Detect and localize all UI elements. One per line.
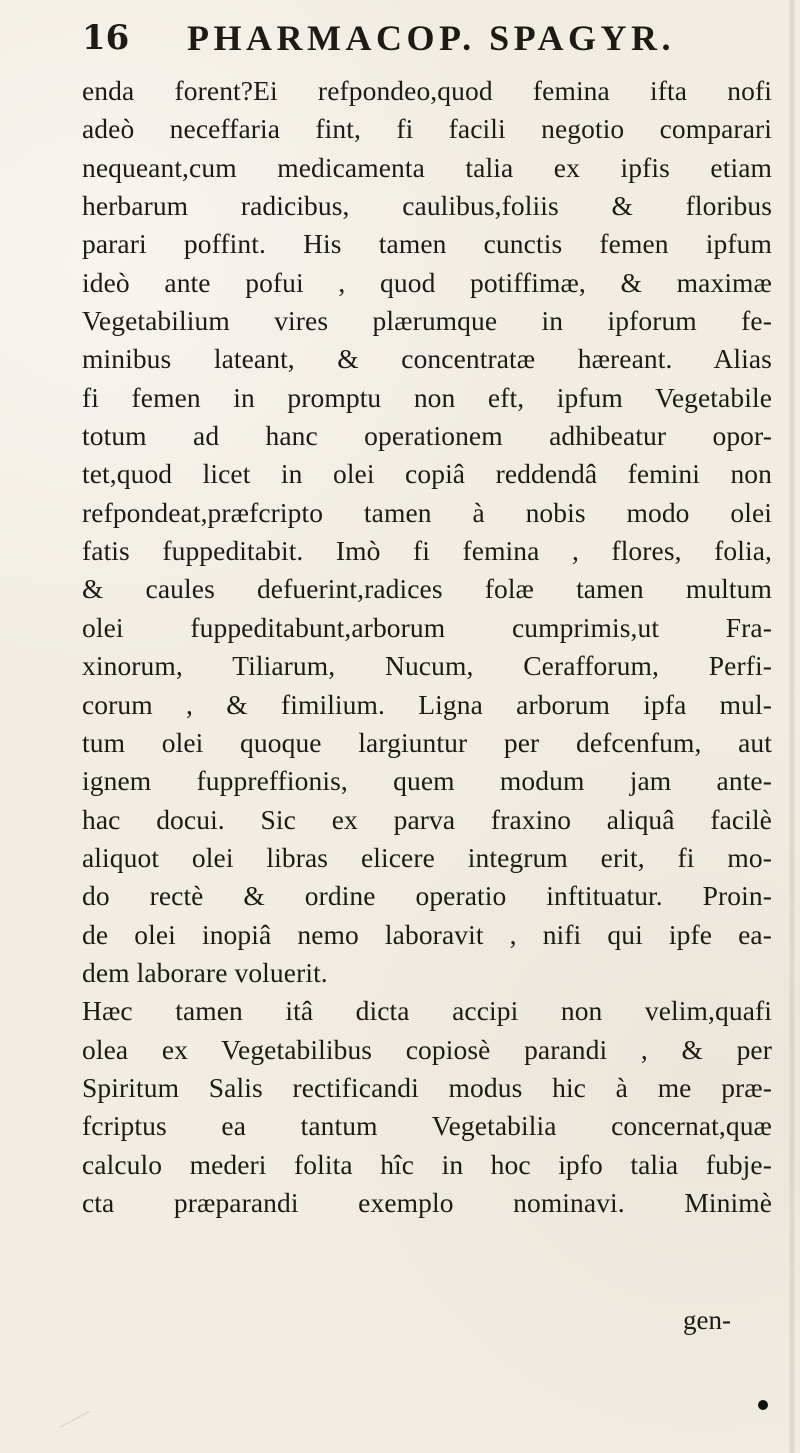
text-line: nequeant,cum medicamenta talia ex ipfis etiam	[82, 151, 772, 183]
text-line: do rectè & ordine operatio inftituatur. Proin-	[82, 880, 772, 912]
paragraph-end-line: dem laborare voluerit.	[82, 956, 328, 988]
text-line: herbarum radicibus, caulibus,foliis & floribus	[82, 190, 772, 222]
running-head: PHARMACOP. SPAGYR.	[187, 18, 675, 58]
page-number: 16	[82, 18, 130, 58]
text-line: Vegetabilium vires plærumque in ipforum fe-	[82, 305, 772, 337]
text-line: adeò neceffaria fint, fi facili negotio comparari	[82, 113, 772, 145]
text-line: enda forent?Ei refpondeo,quod femina ifta nofi	[82, 75, 772, 106]
page-edge-shadow	[788, 0, 796, 1453]
paper-mark	[60, 1411, 102, 1449]
catchword: gen-	[683, 1305, 731, 1335]
text-line: totum ad hanc operationem adhibeatur opor-	[82, 420, 772, 452]
text-line: fi femen in promptu non eft, ipfum Vegetabile	[82, 381, 772, 413]
text-line: tet,quod licet in olei copiâ reddendâ femini non	[82, 458, 772, 490]
text-line: Spiritum Salis rectificandi modus hic à me præ-	[82, 1071, 772, 1103]
text-line: Hæc tamen itâ dicta accipi non velim,quafi	[82, 995, 772, 1027]
text-line: tum olei quoque largiuntur per defcenfum, aut	[82, 726, 772, 758]
page-header	[82, 18, 772, 66]
text-line: xinorum, Tiliarum, Nucum, Cerafforum, Perfi-	[82, 650, 772, 682]
text-line: cta præparandi exemplo nominavi. Minimè	[82, 1186, 772, 1218]
text-line: minibus lateant, & concentratæ hæreant. Alias	[82, 343, 772, 375]
text-line: fcriptus ea tantum Vegetabilia concernat,quæ	[82, 1110, 772, 1142]
text-line: ignem fuppreffionis, quem modum jam ante-	[82, 765, 772, 797]
body-text	[82, 72, 782, 1222]
text-line: corum , & fimilium. Ligna arborum ipfa mul-	[82, 688, 772, 720]
text-line: fatis fuppeditabit. Imò fi femina , flores, folia,	[82, 535, 772, 567]
text-line: calculo mederi folita hîc in hoc ipfo talia fubje-	[82, 1148, 772, 1180]
text-line: aliquot olei libras elicere integrum erit, fi mo-	[82, 841, 772, 873]
text-line: parari poffint. His tamen cunctis femen ipfum	[82, 228, 772, 260]
text-line: hac docui. Sic ex parva fraxino aliquâ facilè	[82, 803, 772, 835]
text-line: de olei inopiâ nemo laboravit , nifi qui ipfe ea-	[82, 918, 772, 950]
text-line: & caules defuerint,radices folæ tamen multum	[82, 573, 772, 605]
text-line: ideò ante pofui , quod potiffimæ, & maximæ	[82, 266, 772, 298]
printer-mark-dot	[758, 1400, 768, 1410]
text-line: refpondeat,præfcripto tamen à nobis modo olei	[82, 496, 772, 528]
text-line: olei fuppeditabunt,arborum cumprimis,ut Fra-	[82, 611, 772, 643]
text-line: olea ex Vegetabilibus copiosè parandi , & per	[82, 1033, 772, 1065]
